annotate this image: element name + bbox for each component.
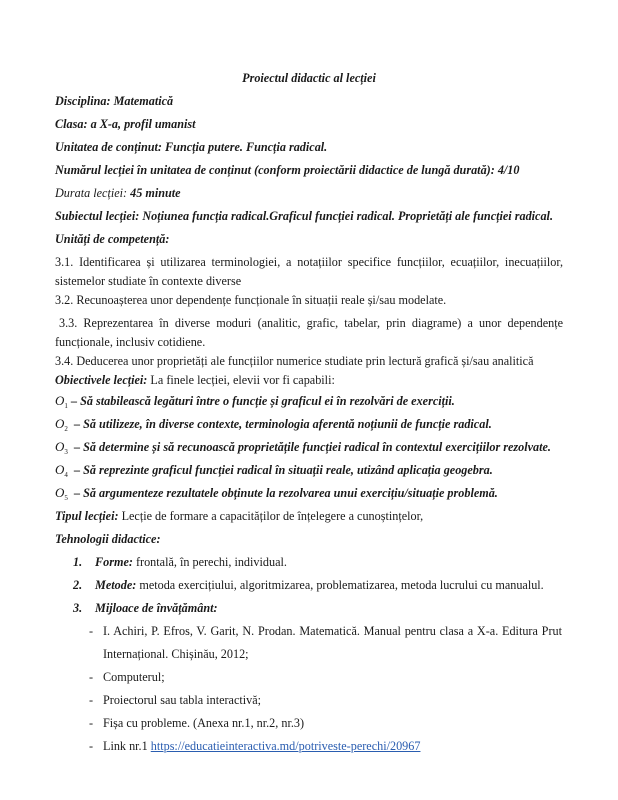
competences-heading: Unități de competență: — [55, 232, 170, 246]
objective-5: $O_5$ – Să argumenteze rezultatele obținute la rezolvarea unui exercițiu/situație problemă. — [55, 485, 498, 502]
resource-manual: - I. Achiri, P. Efros, V. Garit, N. Prodan. Matematică. Manual pentru clasa a X-a. Editura Prut — [89, 624, 562, 638]
objective-1: $O_1$ – Să stabilească legături între o funcție și graficul ei în rezolvări de exerciții. — [55, 393, 455, 410]
technology-metode: 2. Metode: metoda exercițiului, algoritmizarea, problematizarea, metoda lucrului cu manualul. — [73, 578, 544, 592]
field-disciplina: Disciplina: Matematică — [55, 94, 174, 108]
field-unitatea: Unitatea de conținut: Funcția putere. Funcția radical. — [55, 140, 328, 154]
objective-4: $O_4$ – Să reprezinte graficul funcției radical în situații reale, utizând aplicația geogebra. — [55, 462, 493, 479]
resource-link: - Link nr.1 https://educatieinteractiva.md/potriveste-perechi/20967 — [89, 739, 421, 753]
resource-computer: - Computerul; — [89, 670, 165, 684]
technology-mijloace: 3. Mijloace de învățământ: — [73, 601, 218, 615]
objective-2: $O_2$ – Să utilizeze, în diverse contexte, terminologia aferentă noțiunii de funcție radical. — [55, 416, 492, 433]
competence-3-1: 3.1. Identificarea și utilizarea terminologiei, a notațiilor specifice funcțiilor, ecuațiilor, inecuațiilor, — [55, 255, 563, 269]
field-subiectul: Subiectul lecției: Noțiunea funcția radical.Graficul funcției radical. Proprietăți ale funcției radical. — [55, 209, 553, 223]
field-clasa: Clasa: a X-a, profil umanist — [55, 117, 196, 131]
resource-manual-cont: Internațional. Chișinău, 2012; — [103, 647, 249, 661]
field-durata: Durata lecției: 45 minute — [55, 186, 181, 200]
competence-3-2: 3.2. Recunoașterea unor dependențe funcționale în situații reale și/sau modelate. — [55, 293, 447, 307]
bullet-dash-icon: - — [89, 693, 94, 707]
objective-3: $O_3$ – Să determine și să recunoască proprietățile funcției radical în contextul exercițiilor rezolvate. — [55, 439, 551, 456]
educatieinteractiva-link[interactable]: https://educatieinteractiva.md/potriveste-perechi/20967 — [150, 739, 421, 753]
bullet-dash-icon: - — [89, 716, 94, 730]
competence-3-1-cont: sistemelor studiate în contexte diverse — [55, 274, 242, 288]
technologies-heading: Tehnologii didactice: — [55, 532, 161, 546]
lesson-type: Tipul lecției: Lecție de formare a capacităților de înțelegere a cunoștințelor, — [55, 509, 424, 523]
resource-projector: - Proiectorul sau tabla interactivă; — [89, 693, 262, 707]
field-numarul-lectiei: Numărul lecției în unitatea de conținut (conform proiectării didactice de lungă durată): 4/10 — [55, 163, 520, 177]
competence-3-3-cont: funcționale, inclusiv cotidiene. — [55, 335, 206, 349]
competence-3-3: 3.3. Reprezentarea în diverse moduri (analitic, grafic, tabelar, prin diagrame) a unor dependențe — [59, 316, 563, 330]
technology-forme: 1. Forme: frontală, în perechi, individual. — [73, 555, 287, 569]
competence-3-4: 3.4. Deducerea unor proprietăți ale funcțiilor numerice studiate prin lectură grafică și/sau analitică — [55, 354, 534, 368]
bullet-dash-icon: - — [89, 670, 94, 684]
resource-worksheet: - Fișa cu probleme. (Anexa nr.1, nr.2, nr.3) — [89, 716, 305, 730]
document-title: Proiectul didactic al lecției — [242, 71, 376, 85]
bullet-dash-icon: - — [89, 739, 94, 753]
objectives-heading: Obiectivele lecției: La finele lecției, elevii vor fi capabili: — [55, 373, 335, 387]
bullet-dash-icon: - — [89, 624, 94, 638]
